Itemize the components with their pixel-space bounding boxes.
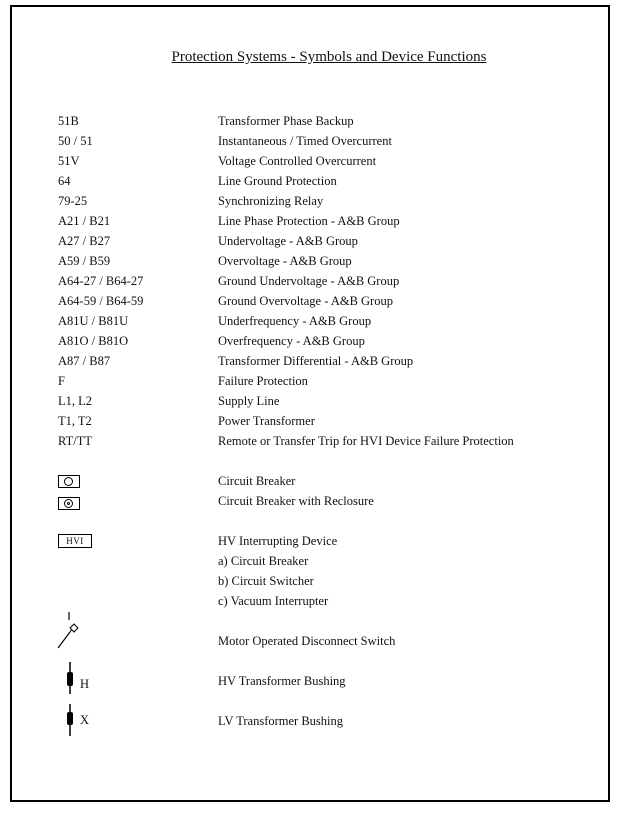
device-row (12, 391, 608, 411)
device-code: 51V (58, 154, 80, 168)
device-description: Overfrequency - A&B Group (218, 334, 365, 348)
page-title-text: Protection Systems - Symbols and Device Functions (171, 49, 487, 65)
hvi-option-row (12, 551, 608, 571)
device-row (12, 211, 608, 231)
hvi-option-row (12, 571, 608, 591)
symbol-row-circuit-breaker (12, 471, 608, 491)
disconnect-switch-icon (54, 610, 94, 650)
device-code: L1, L2 (58, 394, 93, 408)
lv-bushing-label: LV Transformer Bushing (218, 714, 344, 728)
page-title (12, 49, 608, 66)
device-row (12, 431, 608, 451)
device-description: Failure Protection (218, 374, 308, 388)
circuit-breaker-reclosure-icon (58, 497, 80, 510)
device-code: A27 / B27 (58, 234, 111, 248)
device-description: Ground Overvoltage - A&B Group (218, 294, 393, 308)
device-description: Supply Line (218, 394, 280, 408)
hvi-device-label: HV Interrupting Device (218, 534, 338, 548)
device-code: A87 / B87 (58, 354, 111, 368)
document-page (10, 5, 610, 802)
device-code: T1, T2 (58, 414, 92, 428)
device-description: Remote or Transfer Trip for HVI Device Failure Protection (218, 434, 514, 448)
device-row (12, 191, 608, 211)
lv-bushing-letter: X (80, 713, 90, 727)
symbol-row-hvi (12, 531, 608, 551)
device-code: A59 / B59 (58, 254, 111, 268)
device-row (12, 351, 608, 371)
disconnect-switch-label: Motor Operated Disconnect Switch (218, 634, 396, 648)
device-row (12, 271, 608, 291)
lv-bushing-icon (64, 704, 76, 736)
hvi-option-circuit-breaker: a) Circuit Breaker (218, 554, 309, 568)
device-description: Voltage Controlled Overcurrent (218, 154, 377, 168)
circuit-breaker-icon (58, 475, 80, 488)
device-row (12, 371, 608, 391)
device-code: 51B (58, 114, 79, 128)
device-description: Ground Undervoltage - A&B Group (218, 274, 400, 288)
device-description: Synchronizing Relay (218, 194, 324, 208)
circuit-breaker-reclosure-label: Circuit Breaker with Reclosure (218, 494, 374, 508)
device-description: Overvoltage - A&B Group (218, 254, 352, 268)
hvi-option-row (12, 591, 608, 611)
device-description: Power Transformer (218, 414, 315, 428)
symbol-row-hv-bushing (12, 671, 608, 691)
hvi-option-vacuum-interrupter: c) Vacuum Interrupter (218, 594, 329, 608)
device-description: Line Phase Protection - A&B Group (218, 214, 400, 228)
device-code: 64 (58, 174, 71, 188)
device-description: Transformer Differential - A&B Group (218, 354, 414, 368)
device-code: 50 / 51 (58, 134, 93, 148)
device-row (12, 311, 608, 331)
device-description: Underfrequency - A&B Group (218, 314, 372, 328)
device-code: A64-59 / B64-59 (58, 294, 144, 308)
hv-bushing-letter: H (80, 677, 90, 691)
device-code: A64-27 / B64-27 (58, 274, 144, 288)
device-row (12, 171, 608, 191)
device-code: A81O / B81O (58, 334, 129, 348)
device-row (12, 291, 608, 311)
symbol-row-lv-bushing (12, 711, 608, 731)
device-row (12, 131, 608, 151)
hv-bushing-icon (64, 662, 76, 694)
device-row (12, 251, 608, 271)
circuit-breaker-label: Circuit Breaker (218, 474, 296, 488)
hvi-option-circuit-switcher: b) Circuit Switcher (218, 574, 314, 588)
device-description: Line Ground Protection (218, 174, 337, 188)
device-code: A81U / B81U (58, 314, 129, 328)
device-code: F (58, 374, 65, 388)
device-description: Instantaneous / Timed Overcurrent (218, 134, 392, 148)
device-code: 79-25 (58, 194, 88, 208)
symbol-row-disconnect-switch (12, 631, 608, 651)
device-row (12, 331, 608, 351)
device-description: Transformer Phase Backup (218, 114, 354, 128)
device-description: Undervoltage - A&B Group (218, 234, 358, 248)
device-code: A21 / B21 (58, 214, 111, 228)
hvi-device-icon: HVI (58, 534, 92, 548)
device-code: RT/TT (58, 434, 92, 448)
device-row (12, 231, 608, 251)
device-row (12, 151, 608, 171)
device-row (12, 111, 608, 131)
symbol-row-circuit-breaker-reclosure (12, 491, 608, 511)
device-row (12, 411, 608, 431)
hv-bushing-label: HV Transformer Bushing (218, 674, 346, 688)
